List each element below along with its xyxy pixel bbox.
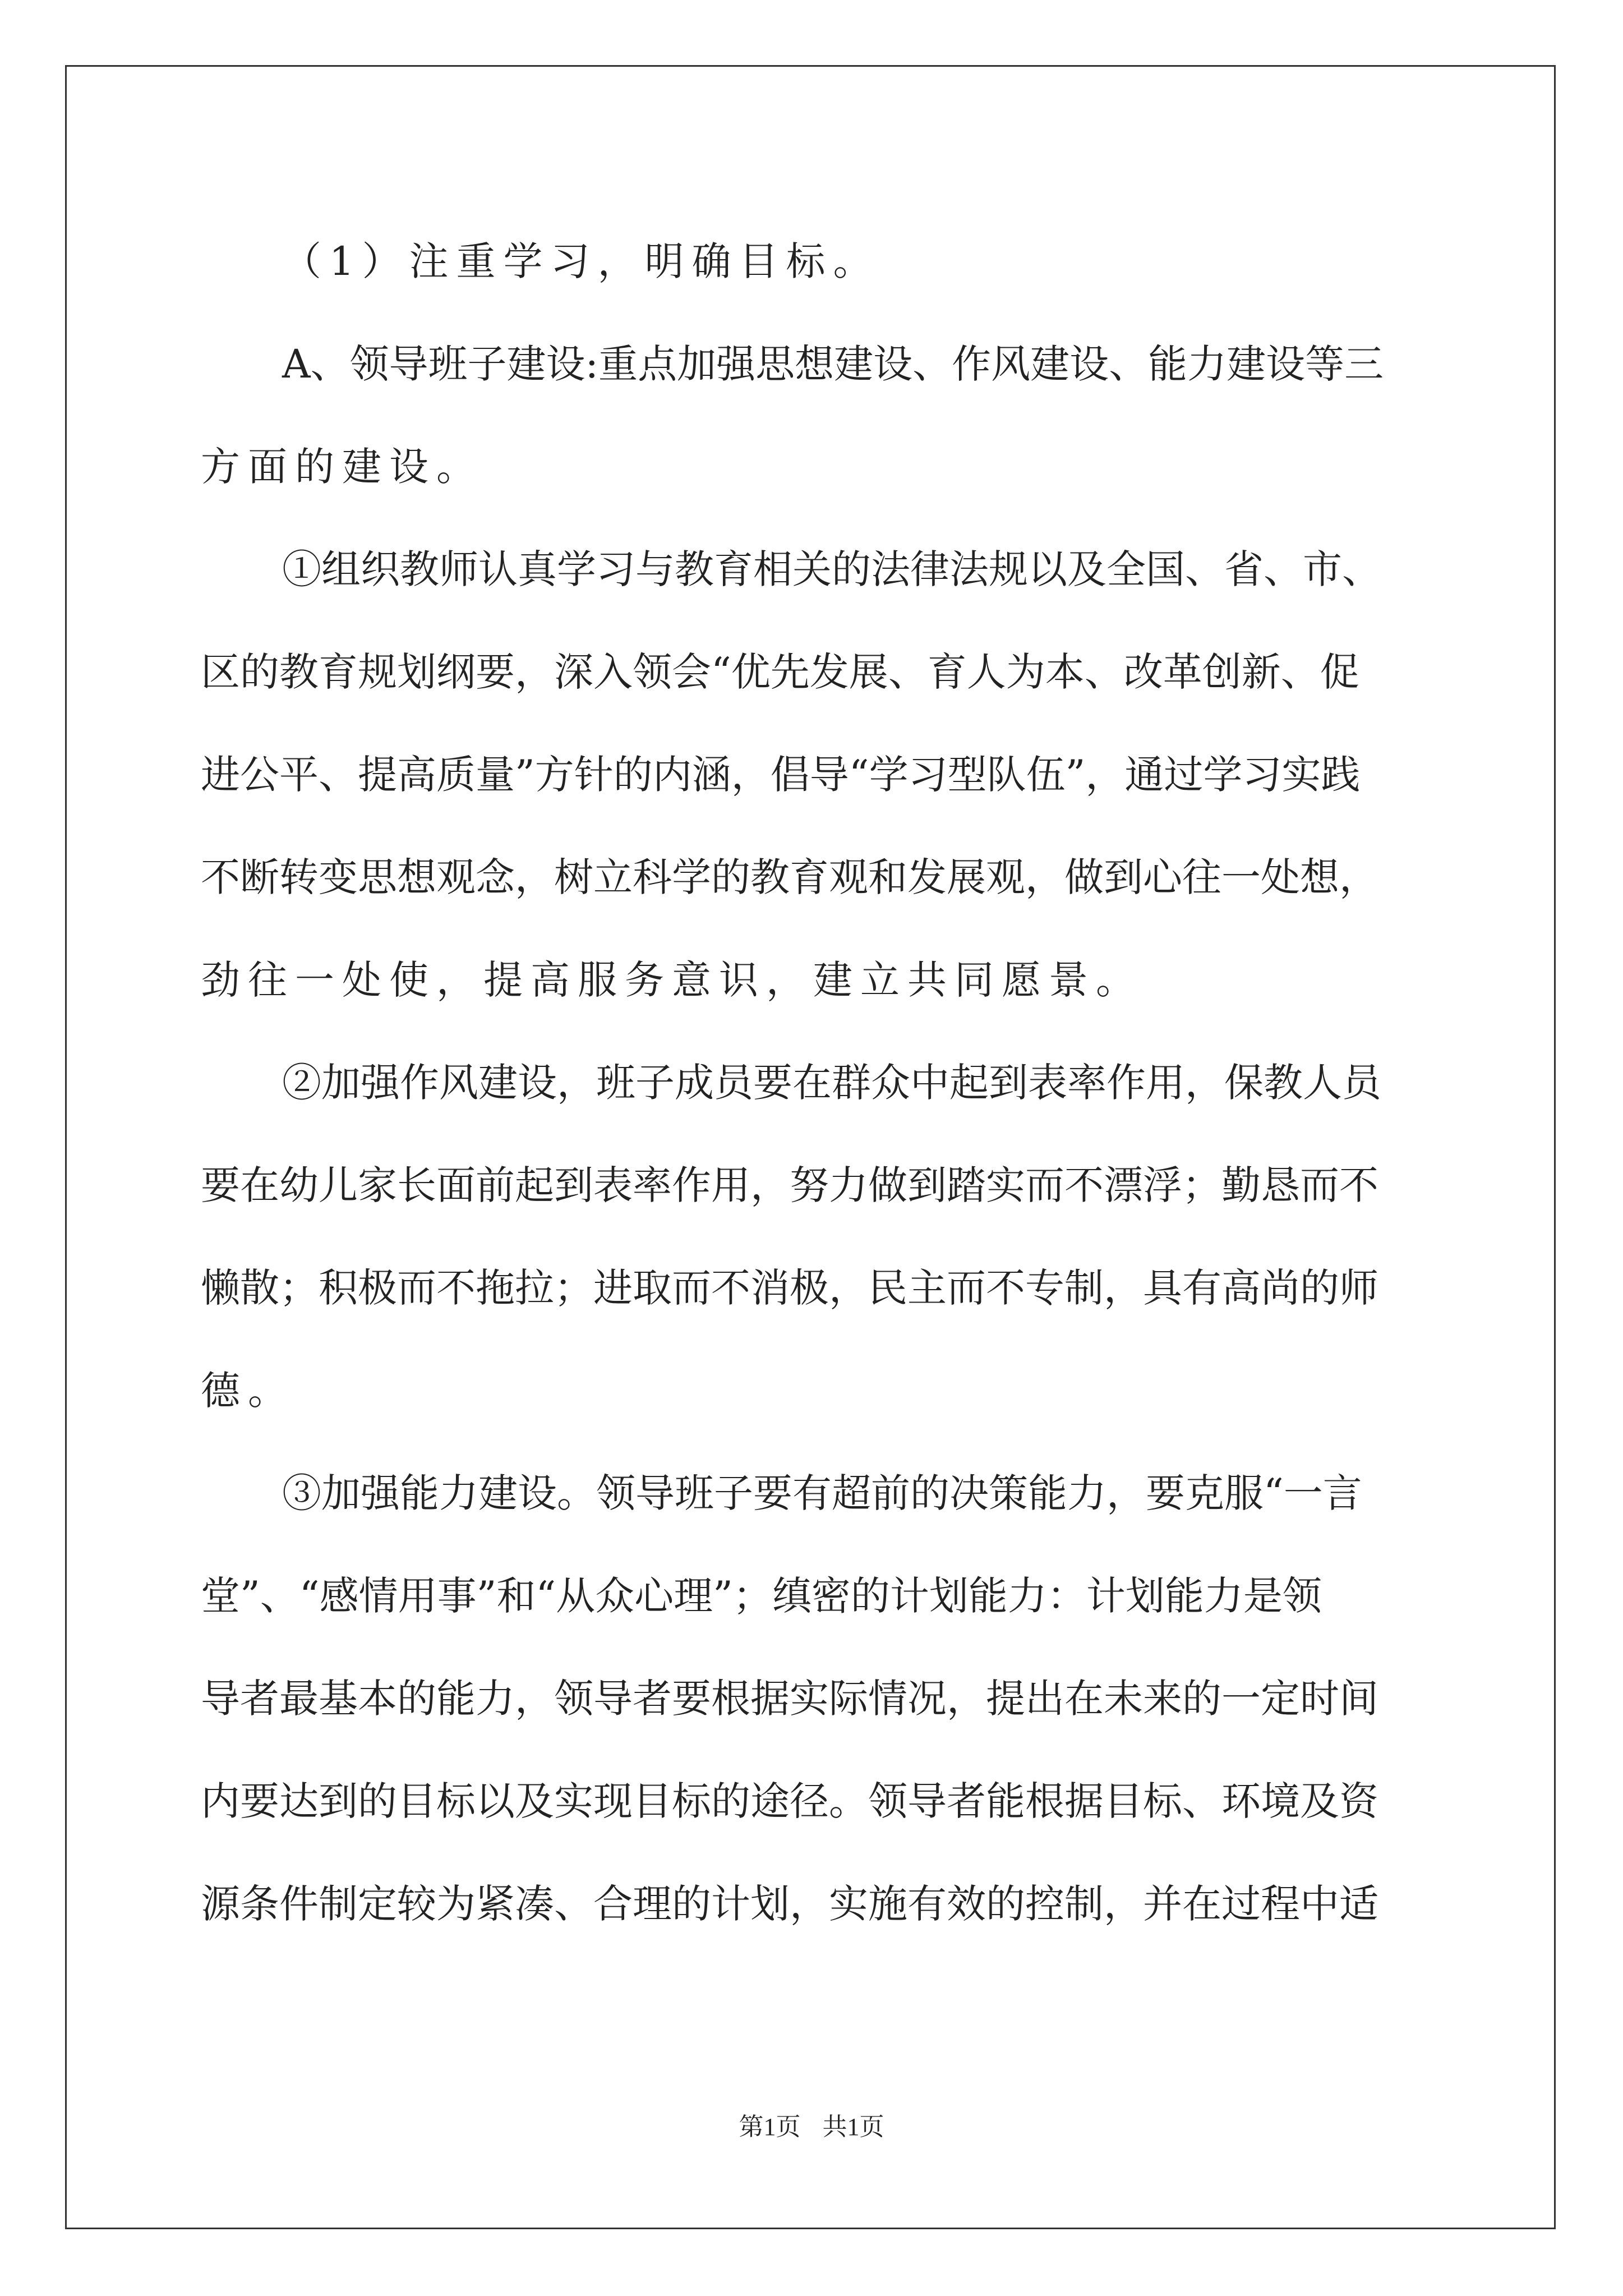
document-body: [201, 210, 1435, 1955]
text-line: A、领导班子建设:重点加强思想建设、作风建设、能力建设等三: [282, 341, 1384, 387]
page-number: 第1页: [739, 2113, 801, 2141]
text-line: 不断转变思想观念，树立科学的教育观和发展观，做到心往一处想，: [201, 854, 1378, 900]
text-line: 方面的建设。: [201, 444, 483, 490]
text-line: ①组织教师认真学习与教育相关的法律法规以及全国、省、市、: [282, 546, 1381, 592]
text-line: 德。: [201, 1368, 295, 1414]
page-total: 共1页: [822, 2113, 884, 2141]
text-line: ③加强能力建设。领导班子要有超前的决策能力，要克服“一言: [282, 1470, 1362, 1516]
text-line: 区的教育规划纲要，深入领会“优先发展、育人为本、改革创新、促: [201, 649, 1359, 695]
page-footer: [0, 2106, 1623, 2142]
text-line: 导者最基本的能力，领导者要根据实际情况，提出在未来的一定时间: [201, 1676, 1378, 1722]
text-line: 劲往一处使，提高服务意识，建立共同愿景。: [201, 957, 1143, 1003]
text-line: ②加强作风建设，班子成员要在群众中起到表率作用，保教人员: [282, 1060, 1381, 1106]
text-line: 源条件制定较为紧凑、合理的计划，实施有效的控制，并在过程中适: [201, 1881, 1378, 1927]
text-line: （1）注重学习，明确目标。: [282, 238, 880, 284]
text-line: 进公平、提高质量”方针的内涵，倡导“学习型队伍”，通过学习实践: [201, 752, 1361, 798]
text-line: 内要达到的目标以及实现目标的途径。领导者能根据目标、环境及资: [201, 1778, 1378, 1824]
text-line: 懒散；积极而不拖拉；进取而不消极，民主而不专制，具有高尚的师: [201, 1265, 1378, 1311]
text-line: 堂”、“感情用事”和“从众心理”；缜密的计划能力：计划能力是领: [201, 1573, 1322, 1619]
text-line: 要在幼儿家长面前起到表率作用，努力做到踏实而不漂浮；勤恳而不: [201, 1162, 1378, 1208]
